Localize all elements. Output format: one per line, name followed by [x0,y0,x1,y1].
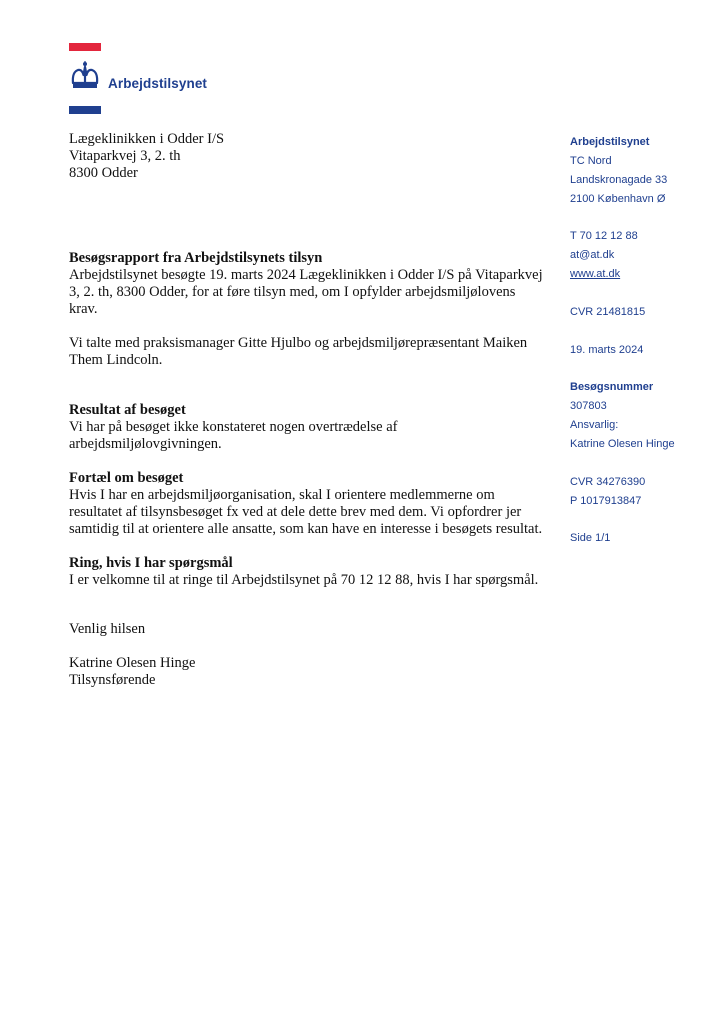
tell-line: samtidig til at orientere alle ansatte, som kan have en interesse i besøgets resultat. [69,521,543,537]
report-paragraph-line: Arbejdstilsynet besøgte 19. marts 2024 Lægeklinikken i Odder I/S på Vitaparkvej [69,267,543,283]
greeting: Venlig hilsen [69,621,146,637]
tell-heading: Fortæl om besøget [69,470,184,486]
sidebar-recipient-cvr: CVR 34276390 [570,476,646,488]
sidebar-date: 19. marts 2024 [570,344,644,356]
result-line: arbejdsmiljølovgivningen. [69,436,222,452]
result-line: Vi har på besøget ikke konstateret nogen overtrædelse af [69,419,398,435]
sidebar-visit-number: 307803 [570,400,607,412]
recipient-street: Vitaparkvej 3, 2. th [69,148,181,164]
sidebar-phone: T 70 12 12 88 [570,230,638,242]
sidebar-recipient-p: P 1017913847 [570,495,642,507]
call-heading: Ring, hvis I har spørgsmål [69,555,233,571]
signer-name: Katrine Olesen Hinge [69,655,196,671]
sidebar-org: Arbejdstilsynet [570,136,650,148]
sidebar-responsible-label: Ansvarlig: [570,419,619,431]
report-paragraph-line: krav. [69,301,98,317]
crown-icon [68,59,102,93]
sidebar-street: Landskronagade 33 [570,174,668,186]
sidebar-city: 2100 København Ø [570,193,666,205]
sidebar-cvr: CVR 21481815 [570,306,646,318]
report-paragraph-line: 3, 2. th, 8300 Odder, for at føre tilsyn med, om I opfylder arbejdsmiljølovens [69,284,516,300]
sidebar-email-link[interactable]: at@at.dk [570,249,615,261]
report-paragraph-line: Vi talte med praksismanager Gitte Hjulbo og arbejdsmiljørepræsentant Maiken [69,335,528,351]
report-heading: Besøgsrapport fra Arbejdstilsynets tilsyn [69,250,323,266]
call-line: I er velkomne til at ringe til Arbejdstilsynet på 70 12 12 88, hvis I har spørgsmål. [69,572,539,588]
tell-line: Hvis I har en arbejdsmiljøorganisation, skal I orientere medlemmerne om [69,487,495,503]
recipient-name: Lægeklinikken i Odder I/S [69,131,225,147]
logo-blue-bar [69,106,101,114]
tell-line: resultatet af tilsynsbesøget fx ved at dele dette brev med dem. Vi opfordrer jer [69,504,522,520]
result-heading: Resultat af besøget [69,402,186,418]
brand-name: Arbejdstilsynet [108,76,208,91]
sidebar-page: Side 1/1 [570,532,611,544]
sidebar-responsible-name: Katrine Olesen Hinge [570,438,675,450]
logo-red-bar [69,43,101,51]
sidebar-web-link[interactable]: www.at.dk [570,268,621,280]
report-paragraph-line: Them Lindcoln. [69,352,163,368]
signer-title: Tilsynsførende [69,672,156,688]
sidebar-visit-label: Besøgsnummer [570,381,654,393]
recipient-city: 8300 Odder [69,165,138,181]
sidebar-unit: TC Nord [570,155,612,167]
